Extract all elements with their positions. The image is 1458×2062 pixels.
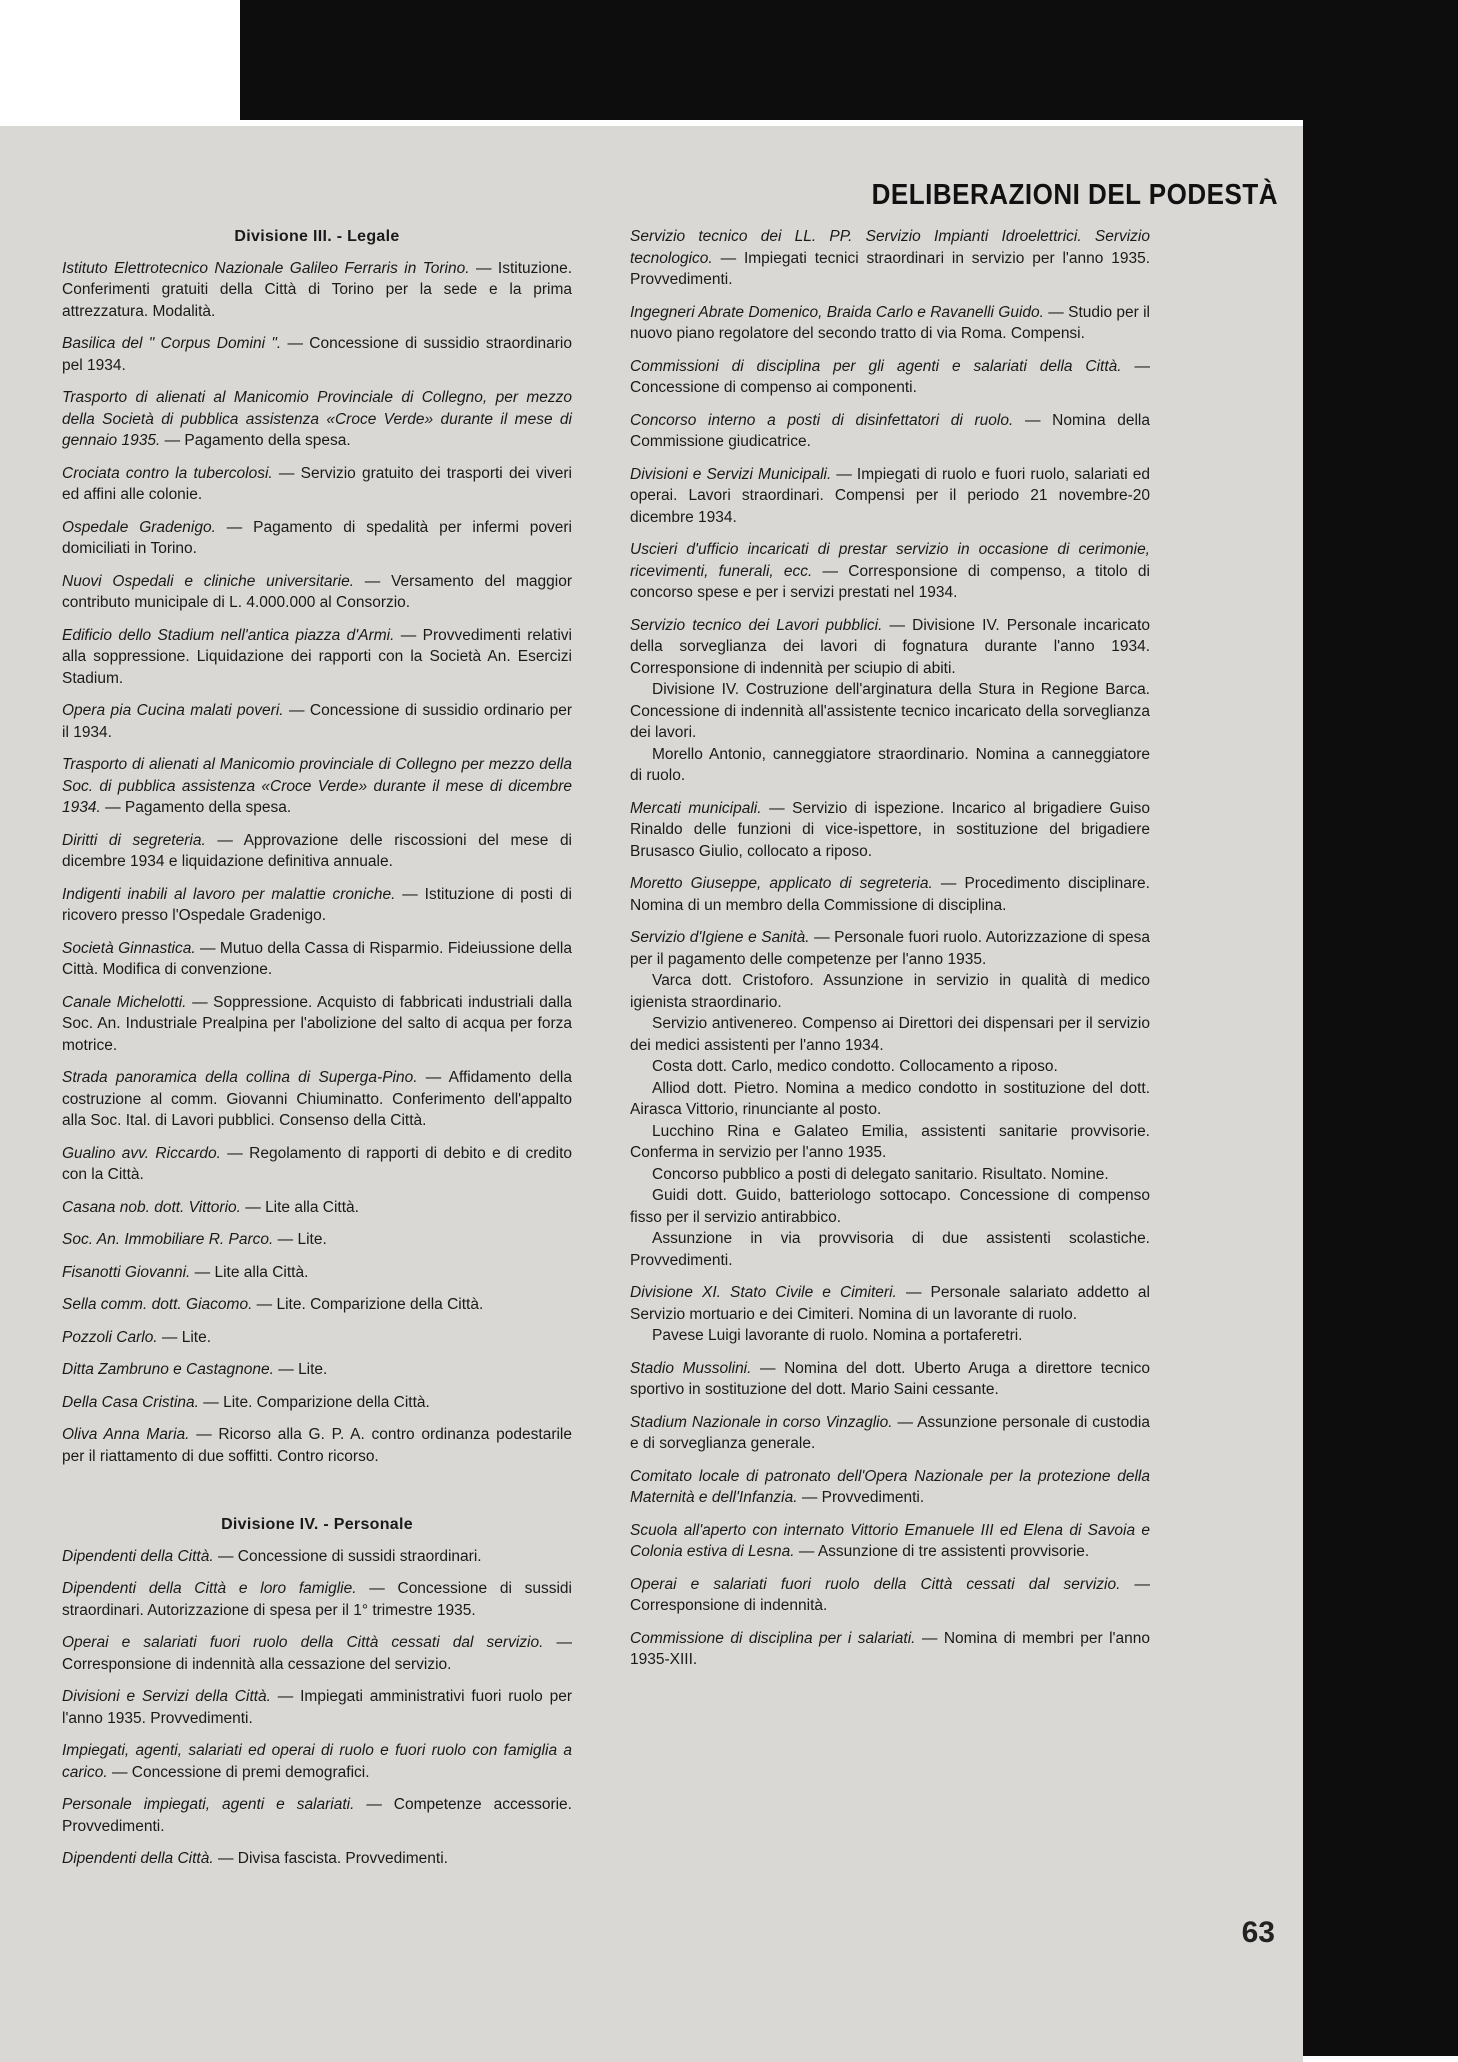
right-entry: Uscieri d'ufficio incaricati di prestar servizio in occasione di cerimonie, ricevimenti, funerali, ecc. — Corresponsione di compenso, a titolo di concorso spese e per i servizi prestati nel 1934. [630,541,1150,601]
personale-entry: Dipendenti della Città. — Divisa fascista. Provvedimenti. [62,1850,448,1867]
right-entry: Servizio tecnico dei LL. PP. Servizio Impianti Idroelettrici. Servizio tecnologico. — Impiegati tecnici straordinari in servizio per l'anno 1935. Provvedimenti. [630,228,1150,288]
page-number: 63 [1241,1916,1275,1949]
legale-entries [62,258,572,1468]
legale-entry: Trasporto di alienati al Manicomio provinciale di Collegno per mezzo della Soc. di pubblica assistenza «Croce Verde» durante il mese di dicembre 1934. — Pagamento della spesa. [62,756,572,816]
legale-entry: Oliva Anna Maria. — Ricorso alla G. P. A. contro ordinanza podestarile per il riattamento di due soffitti. Contro ricorso. [62,1426,572,1465]
legale-entry: Soc. An. Immobiliare R. Parco. — Lite. [62,1231,327,1248]
legale-entry: Opera pia Cucina malati poveri. — Concessione di sussidio ordinario per il 1934. [62,702,572,741]
right-tail-entry: Operai e salariati fuori ruolo della Città cessati dal servizio. — Corresponsione di indennità. [630,1575,1150,1614]
right-entries-top [630,226,1150,604]
legale-entry: Casana nob. dott. Vittorio. — Lite alla Città. [62,1198,359,1216]
section-title-personale: Divisione IV. - Personale [221,1516,413,1533]
legale-entry: Indigenti inabili al lavoro per malattie croniche. — Istituzione di posti di ricovero presso l'Ospedale Gradenigo. [62,885,572,924]
right-entry: Commissioni di disciplina per gli agenti e salariati della Città. — Concessione di compenso ai componenti. [630,357,1150,396]
scan-border-right [1303,0,1458,2056]
right-tail-entry: Scuola all'aperto con internato Vittorio Emanuele III ed Elena di Savoia e Colonia estiva di Lesna. — Assunzione di tre assistenti provvisorie. [630,1521,1150,1560]
entry-lavori-p3: Morello Antonio, canneggiatore straordinario. Nomina a canneggiatore di ruolo. [630,745,1150,784]
igiene-paragraph: Concorso pubblico a posti di delegato sanitario. Risultato. Nomine. [652,1165,1109,1183]
legale-entry: Della Casa Cristina. — Lite. Comparizione della Città. [62,1393,430,1411]
igiene-paragraph: Lucchino Rina e Galateo Emilia, assistenti sanitarie provvisorie. Conferma in servizio per l'anno 1935. [630,1122,1150,1161]
legale-entry: Gualino avv. Riccardo. — Regolamento di rapporti di debito e di credito con la Città. [62,1144,573,1183]
legale-entry: Società Ginnastica. — Mutuo della Cassa di Risparmio. Fideiussione della Città. Modifica di convenzione. [62,939,572,978]
right-entry: Divisioni e Servizi Municipali. — Impiegati di ruolo e fuori ruolo, salariati ed operai. Lavori straordinari. Compensi per il periodo 21 novembre-20 dicembre 1934. [630,465,1150,526]
running-header: DELIBERAZIONI DEL PODESTÀ [871,177,1278,211]
igiene-paragraphs [630,970,1150,1271]
personale-entry: Personale impiegati, agenti e salariati. — Competenze accessorie. Provvedimenti. [62,1796,572,1835]
legale-entry: Diritti di segreteria. — Approvazione delle riscossioni del mese di dicembre 1934 e liquidazione definitiva annuale. [62,831,573,870]
legale-entry: Canale Michelotti. — Soppressione. Acquisto di fabbricati industriali dalla Soc. An. Industriale Prealpina per l'abolizione del salto di acqua per forza motrice. [62,993,572,1054]
igiene-paragraph: Servizio antivenereo. Compenso ai Direttori dei dispensari per il servizio dei medici assistenti per l'anno 1934. [630,1015,1150,1054]
right-entry: Concorso interno a posti di disinfettatori di ruolo. — Nomina della Commissione giudicatrice. [630,411,1151,450]
entry-igiene: Servizio d'Igiene e Sanità. — Personale fuori ruolo. Autorizzazione di spesa per il pagamento delle competenze per l'anno 1935. [630,929,1150,968]
igiene-paragraph: Assunzione in via provvisoria di due assistenti scolastiche. Provvedimenti. [630,1230,1150,1269]
personale-entry: Impiegati, agenti, salariati ed operai di ruolo e fuori ruolo con famiglia a carico. — Concessione di premi demografici. [62,1742,572,1781]
entry-mercati: Mercati municipali. — Servizio di ispezione. Incarico al brigadiere Guiso Rinaldo delle funzioni di vice-ispettore, in sostituzione del brigadiere Brusasco Giulio, collocato a riposo. [630,799,1150,860]
entry-divisione-xi: Divisione XI. Stato Civile e Cimiteri. — Personale salariato addetto al Servizio mortuario e dei Cimiteri. Nomina di un lavorante di ruolo. [630,1284,1150,1323]
legale-entry: Ditta Zambruno e Castagnone. — Lite. [62,1361,328,1378]
document-page [0,120,1303,2062]
legale-entry: Edificio dello Stadium nell'antica piazza d'Armi. — Provvedimenti relativi alla soppressione. Liquidazione dei rapporti con la Società An. Esercizi Stadium. [62,626,572,687]
right-tail-entry: Stadium Nazionale in corso Vinzaglio. — Assunzione personale di custodia e di sorveglianza generale. [630,1413,1150,1452]
legale-entry: Pozzoli Carlo. — Lite. [62,1328,212,1346]
legale-entry: Fisanotti Giovanni. — Lite alla Città. [62,1263,309,1281]
entry-lavori-p2: Divisione IV. Costruzione dell'arginatura della Stura in Regione Barca. Concessione di indennità all'assistente tecnico incaricato della sorveglianza dei lavori. [630,681,1150,741]
section-title-legale: Divisione III. - Legale [234,228,400,245]
entry-moretto: Moretto Giuseppe, applicato di segreteria. — Procedimento disciplinare. Nomina di un membro della Commissione di disciplina. [630,875,1150,914]
personale-entry: Divisioni e Servizi della Città. — Impiegati amministrativi fuori ruolo per l'anno 1935. Provvedimenti. [62,1688,572,1727]
personale-entry: Dipendenti della Città. — Concessione di sussidi straordinari. [62,1547,482,1565]
legale-entry: Istituto Elettrotecnico Nazionale Galileo Ferraris in Torino. — Istituzione. Conferimenti gratuiti della Città di Torino per la sede e la prima attrezzatura. Modalità. [62,259,572,320]
legale-entry: Nuovi Ospedali e cliniche universitarie. — Versamento del maggior contributo municipale di L. 4.000.000 al Consorzio. [62,572,572,611]
right-entry: Ingegneri Abrate Domenico, Braida Carlo e Ravanelli Guido. — Studio per il nuovo piano regolatore del secondo tratto di via Roma. Compensi. [630,303,1150,342]
legale-entry: Trasporto di alienati al Manicomio Provinciale di Collegno, per mezzo della Società di pubblica assistenza «Croce Verde» durante il mese di gennaio 1935. — Pagamento della spesa. [62,389,572,449]
igiene-paragraph: Alliod dott. Pietro. Nomina a medico condotto in sostituzione del dott. Airasca Vittorio, rinunciante al posto. [630,1079,1150,1118]
personale-entry: Operai e salariati fuori ruolo della Città cessati dal servizio. — Corresponsione di indennità alla cessazione del servizio. [62,1634,572,1673]
right-tail-entry: Stadio Mussolini. — Nomina del dott. Uberto Aruga a direttore tecnico sportivo in sostituzione del dott. Mario Saini cessante. [630,1359,1150,1398]
right-tail-entry: Commissione di disciplina per i salariati. — Nomina di membri per l'anno 1935-XIII. [630,1629,1150,1668]
legale-entry: Crociata contro la tubercolosi. — Servizio gratuito dei trasporti dei viveri ed affini alle colonie. [62,464,572,503]
left-column [62,226,572,1881]
entry-lavori-pubblici: Servizio tecnico dei Lavori pubblici. — Divisione IV. Personale incaricato della sorveglianza dei lavori di fognatura durante l'anno 1934. Corresponsione di indennità per sciupio di abiti. [630,616,1151,677]
igiene-paragraph: Guidi dott. Guido, batteriologo sottocapo. Concessione di compenso fisso per il servizio antirabbico. [630,1187,1150,1226]
legale-entry: Strada panoramica della collina di Superga-Pino. — Affidamento della costruzione al comm. Giovanni Chiuminatto. Conferimento dell'appalto alla Soc. Ital. di Lavori pubblici. Consenso della Città. [62,1069,572,1129]
legale-entry: Ospedale Gradenigo. — Pagamento di spedalità per infermi poveri domiciliati in Torino. [62,518,572,557]
igiene-paragraph: Varca dott. Cristoforo. Assunzione in servizio in qualità di medico igienista straordinario. [630,972,1150,1011]
legale-entry: Basilica del " Corpus Domini ". — Concessione di sussidio straordinario pel 1934. [62,335,572,374]
right-entries-bottom [630,1358,1150,1671]
legale-entry: Sella comm. dott. Giacomo. — Lite. Comparizione della Città. [62,1296,484,1313]
igiene-paragraph: Costa dott. Carlo, medico condotto. Collocamento a riposo. [652,1058,1058,1075]
right-tail-entry: Comitato locale di patronato dell'Opera Nazionale per la protezione della Maternità e dell'Infanzia. — Provvedimenti. [630,1467,1150,1506]
personale-entries [62,1546,572,1870]
personale-entry: Dipendenti della Città e loro famiglie. — Concessione di sussidi straordinari. Autorizzazione di spesa per il 1° trimestre 1935. [62,1580,572,1619]
right-column [630,226,1150,1682]
entry-divisione-xi-p2: Pavese Luigi lavorante di ruolo. Nomina a portaferetri. [652,1327,1023,1344]
